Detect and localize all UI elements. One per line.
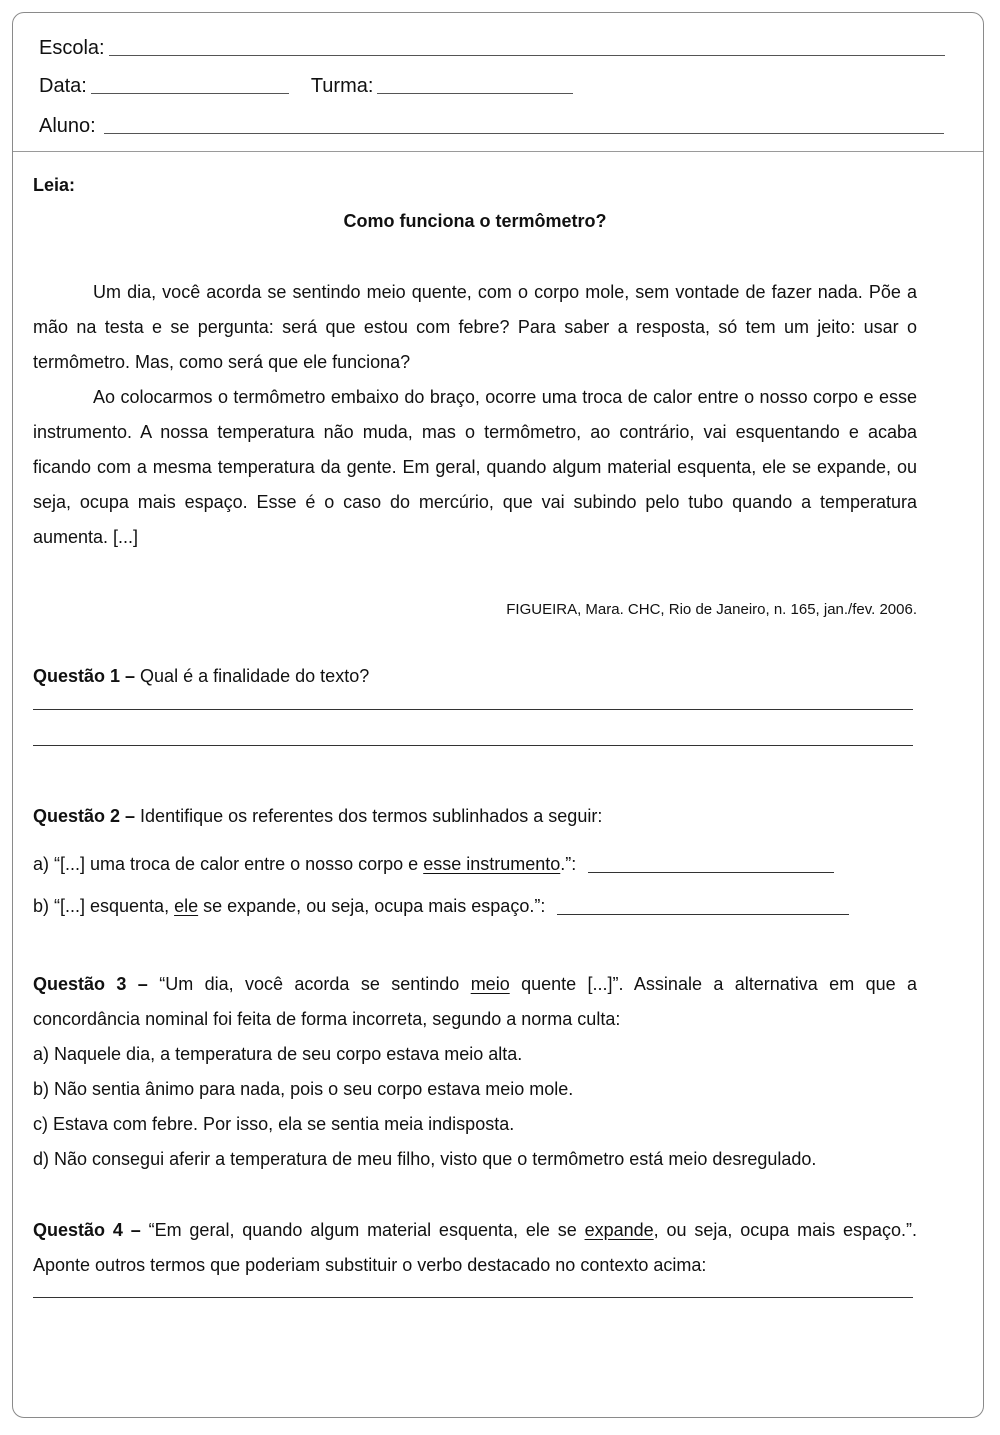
item-b-answer-line[interactable]	[557, 914, 849, 915]
student-header	[13, 13, 983, 152]
question-3	[33, 967, 917, 1037]
question-3-text-before: “Um dia, você acorda se sentindo	[147, 974, 471, 994]
data-label: Data:	[39, 75, 87, 97]
aluno-field[interactable]	[104, 133, 944, 134]
question-2-text: Identifique os referentes dos termos sublinhados a seguir:	[135, 806, 603, 826]
item-a-underlined-term: esse instrumento	[423, 854, 561, 874]
question-3-text-after: quente [...]”. Assinale a alternativa em que a concordância nominal foi feita de forma incorreta, segundo a norma culta:	[33, 974, 918, 1029]
option-c[interactable]: c) Estava com febre. Por isso, ela se sentia meia indisposta.	[33, 1114, 515, 1134]
question-1-answer-line-2[interactable]	[33, 745, 913, 746]
option-a[interactable]: a) Naquele dia, a temperatura de seu corpo estava meio alta.	[33, 1044, 523, 1064]
data-row	[39, 75, 573, 97]
paragraph-1: Um dia, você acorda se sentindo meio quente, com o corpo mole, sem vontade de fazer nada. Põe a mão na testa e se pergunta: será que estou com febre? Para saber a resposta, só tem um jeito: usar o termômetro. Mas, como será que ele funciona?	[33, 282, 917, 372]
item-a-text-after: .”:	[560, 854, 577, 874]
data-field[interactable]	[91, 93, 289, 94]
question-4-answer-line[interactable]	[33, 1297, 913, 1298]
escola-label: Escola:	[39, 37, 105, 59]
escola-field[interactable]	[109, 55, 945, 56]
worksheet	[12, 12, 984, 1418]
question-1	[33, 659, 917, 694]
question-2-label: Questão 2 –	[33, 806, 136, 826]
question-2	[33, 799, 917, 834]
question-3-label: Questão 3 –	[33, 974, 148, 994]
citation: FIGUEIRA, Mara. CHC, Rio de Janeiro, n. 165, jan./fev. 2006.	[506, 601, 917, 618]
item-b-text-before: b) “[...] esquenta,	[33, 896, 175, 916]
aluno-row	[39, 115, 944, 137]
option-b[interactable]: b) Não sentia ânimo para nada, pois o seu corpo estava meio mole.	[33, 1079, 574, 1099]
paragraph-2: Ao colocarmos o termômetro embaixo do braço, ocorre uma troca de calor entre o nosso corpo e esse instrumento. A nossa temperatura não muda, mas o termômetro, ao contrário, vai esquentando e acaba ficando com a mesma temperatura da gente. Em geral, quando algum material esquenta, ele se expande, ou seja, ocupa mais espaço. Esse é o caso do mercúrio, que vai subindo pelo tubo quando a temperatura aumenta. [...]	[33, 387, 917, 547]
item-b-text-after: se expande, ou seja, ocupa mais espaço.”:	[198, 896, 546, 916]
question-1-label: Questão 1 –	[33, 666, 136, 686]
question-4-underlined-term: expande	[584, 1220, 654, 1240]
item-a-text-before: a) “[...] uma troca de calor entre o nosso corpo e	[33, 854, 424, 874]
turma-field[interactable]	[377, 93, 573, 94]
turma-label: Turma:	[310, 75, 374, 97]
aluno-label: Aluno:	[39, 115, 96, 137]
question-1-answer-line-1[interactable]	[33, 709, 913, 710]
question-4-text-after: , ou seja, ocupa mais espaço.”. Aponte outros termos que poderiam substituir o verbo destacado no contexto acima:	[33, 1220, 917, 1275]
text-title: Como funciona o termômetro?	[343, 211, 607, 231]
question-3-underlined-term: meio	[470, 974, 510, 994]
item-a-answer-line[interactable]	[588, 872, 834, 873]
question-2-item-b	[33, 893, 917, 919]
question-2-item-a	[33, 851, 917, 877]
item-b-underlined-term: ele	[174, 896, 199, 916]
option-d[interactable]: d) Não consegui aferir a temperatura de meu filho, visto que o termômetro está meio desregulado.	[33, 1149, 817, 1169]
question-4-text-before: “Em geral, quando algum material esquenta, ele se	[140, 1220, 585, 1240]
instruction-label: Leia:	[33, 175, 76, 195]
question-4-label: Questão 4 –	[33, 1220, 141, 1240]
escola-row	[39, 37, 945, 59]
question-4	[33, 1213, 917, 1283]
question-1-text: Qual é a finalidade do texto?	[135, 666, 370, 686]
